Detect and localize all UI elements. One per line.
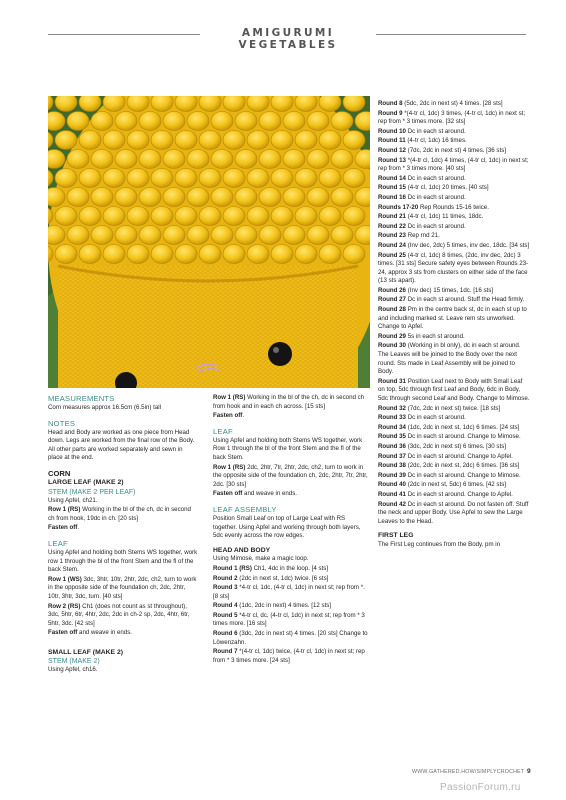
leaf-assembly-heading: LEAF ASSEMBLY (213, 504, 277, 514)
corn-heading: CORN (48, 468, 71, 478)
pattern-round: Round 36 (3dc, 2dc in next st) 6 times. [30 sts] (378, 442, 506, 450)
small-stem-row-1: Row 1 (RS) Working in the bl of the ch, dc in second ch from hook and in each ch across. [15 sts] (213, 394, 365, 410)
pattern-round: Round 42 Dc in each st around. Do not fasten off. Stuff the neck and upper Body. Use Apfel to sew the Large Leaves to the Head. (378, 500, 529, 525)
bobble-stitch (223, 169, 245, 188)
pattern-round: Round 34 (1dc, 2dc in next st, 1dc) 6 times. [24 sts] (378, 423, 520, 431)
first-leg-heading: FIRST LEG (378, 532, 414, 540)
bobble-stitch (103, 207, 125, 226)
pattern-round: Round 4 (1dc, 2dc in next) 4 times. [12 sts] (213, 602, 332, 610)
bobble-stitch (235, 188, 257, 207)
bobble-stitch (295, 207, 317, 226)
bobble-stitch (223, 207, 245, 226)
bobble-stitch (175, 169, 197, 188)
bobble-stitch (175, 245, 197, 264)
pattern-round: Round 30 (Working in bl only), dc in each st around. The Leaves will be joined to the Body over the next round. Sts made in Leaf Assembly will be joined to Body. (378, 342, 521, 376)
bobble-stitch (187, 112, 209, 131)
small-stem-heading: STEM (MAKE 2) (48, 658, 100, 666)
bobble-stitch (223, 245, 245, 264)
bobble-stitch (283, 112, 305, 131)
bobble-stitch (343, 131, 365, 150)
bobble-stitch (163, 188, 185, 207)
pattern-round: Round 5 *4-tr cl, dc, (4-tr cl, 1dc) in next st; rep from * 3 times more. [16 sts] (213, 611, 365, 628)
bobble-stitch (247, 169, 269, 188)
bobble-stitch (79, 245, 101, 264)
bobble-stitch (55, 169, 77, 188)
bobble-stitch (211, 226, 233, 245)
bobble-stitch (187, 188, 209, 207)
bobble-stitch (91, 150, 113, 169)
pattern-round: Round 2 (2dc in next st, 1dc) twice. [6 sts] (213, 574, 329, 582)
small-stem-fasten: Fasten off. (213, 412, 245, 420)
bobble-stitch (139, 150, 161, 169)
head-body-heading: HEAD AND BODY (213, 546, 271, 554)
pattern-round: Round 33 Dc in each st around. (378, 414, 466, 422)
leaf-intro: Using Apfel and holding both Stems WS together, work row 1 through the bl of the front Stem and the fl of the back Stem. (48, 548, 198, 574)
bobble-stitch (55, 207, 77, 226)
pattern-round: Round 7 *(4-tr cl, 1dc) twice, (4-tr cl, 1dc) in next st; rep from * 3 times more. [24 sts] (213, 648, 365, 664)
pattern-round: Round 40 (2dc in next st, 5dc) 6 times. [42 sts] (378, 481, 506, 489)
pattern-round: Round 39 Dc in each st around. Change to Mimose. (378, 471, 521, 479)
bobble-stitch (103, 169, 125, 188)
small-leaf-heading: SMALL LEAF (MAKE 2) (48, 648, 124, 656)
page-number: 9 (527, 768, 531, 775)
pattern-round: Round 6 (3dc, 2dc in next st) 4 times. [20 sts] Change to Löwenzahn. (213, 630, 368, 646)
pattern-round: Round 1 (RS) Ch1, 4dc in the loop. [4 sts] (213, 564, 329, 572)
pattern-round: Round 28 Pm in the centre back st, dc in each st up to and including marked st. Leave rem sts unworked. Change to Apfel. (378, 306, 527, 331)
bobble-stitch (175, 131, 197, 150)
pattern-round: Round 25 (4-tr cl, 1dc) 8 times, (2dc, inv dec, 2dc) 3 times. [31 sts] Secure safety eyes between Rounds 23-24, approx 3 sts from clusters on either side of the face (13 sts apart). (378, 251, 529, 285)
bobble-stitch (163, 226, 185, 245)
stem-row-1: Row 1 (RS) Working in the bl of the ch, dc in second ch from hook, 19dc in ch. [20 sts] (48, 506, 191, 522)
bobble-stitch (67, 226, 89, 245)
pattern-round: Round 8 (5dc, 2dc in next st) 4 times. [28 sts] (378, 100, 503, 107)
safety-eye-right (268, 342, 292, 366)
leaf-fasten: Fasten off and weave in ends. (48, 629, 132, 637)
bobble-stitch (319, 207, 341, 226)
bobble-stitch (295, 169, 317, 188)
bobble-stitch (235, 112, 257, 131)
bobble-stitch (295, 245, 317, 264)
bobble-stitch (151, 131, 173, 150)
pattern-round: Round 32 (7dc, 2dc in next st) twice. [18 sts] (378, 404, 501, 412)
bobble-stitch (151, 245, 173, 264)
bobble-stitch (283, 150, 305, 169)
bobble-stitch (115, 112, 137, 131)
bobble-stitch (331, 188, 353, 207)
small-stem-using: Using Apfel, ch16. (48, 666, 98, 674)
bobble-stitch (259, 150, 281, 169)
bobble-stitch (139, 188, 161, 207)
bobble-stitch (115, 188, 137, 207)
bobble-stitch (103, 245, 125, 264)
small-leaf-fasten: Fasten off and weave in ends. (213, 490, 297, 498)
pattern-round: Round 15 (4-tr cl, 1dc) 20 times. [40 sts] (378, 184, 489, 192)
head-body-rounds (213, 565, 368, 666)
watermark: PassionForum.ru (440, 782, 521, 793)
pattern-round: Round 16 Dc in each st around. (378, 193, 466, 201)
leaf-heading: LEAF (48, 538, 68, 548)
first-leg-text: The First Leg continues from the Body, pm in (378, 540, 501, 548)
pattern-round: Round 27 Dc in each st around. Stuff the Head firmly. (378, 296, 525, 304)
bobble-stitch (127, 131, 149, 150)
bobble-stitch (91, 112, 113, 131)
bobble-stitch (91, 188, 113, 207)
leaf-row-2: Row 2 (RS) Ch1 (does not count as st throughout), 3dc, 5htr, 6tr, 4htr, 2dc, 2dc in ch-2 sp, 2dc, 4htr, 6tr, 5htr, 3dc. [42 sts] (48, 602, 190, 627)
bobble-stitch (223, 131, 245, 150)
bobble-stitch (67, 188, 89, 207)
header-rule-right (376, 34, 526, 35)
bobble-stitch (307, 112, 329, 131)
pattern-round: Round 26 (Inv dec) 15 times, 1dc. [16 sts] (378, 286, 494, 294)
small-leaf-row-1: Row 1 (RS) 2dc, 2htr, 7tr, 2htr, 2dc, ch2, turn to work in the opposite side of the foundation ch, 2dc, 2htr, 7tr, 2htr, 2dc. [30 sts] (213, 463, 368, 488)
bobble-stitch (79, 207, 101, 226)
bobble-stitch (283, 188, 305, 207)
bobble-stitch (283, 226, 305, 245)
bobble-stitch (319, 245, 341, 264)
head-body-rounds-continued (378, 100, 530, 526)
pattern-round: Round 9 *(4-tr cl, 1dc) 3 times, (4-tr cl, 1dc) in next st; rep from * 3 times more. [32 sts] (378, 109, 526, 126)
header-rule-left (48, 34, 200, 35)
bobble-stitch (235, 226, 257, 245)
bobble-stitch (343, 207, 365, 226)
bobble-stitch (307, 226, 329, 245)
small-leaf-leaf-heading: LEAF (213, 426, 233, 436)
large-leaf-heading: LARGE LEAF (MAKE 2) (48, 478, 124, 486)
measurements-heading: MEASUREMENTS (48, 394, 115, 403)
column-2 (213, 394, 368, 666)
bobble-stitch (127, 245, 149, 264)
pattern-round: Round 22 Dc in each st around. (378, 222, 466, 230)
pattern-round: Round 12 (7dc, 2dc in next st) 4 times. [36 sts] (378, 146, 506, 154)
stem-fasten: Fasten off. (48, 524, 80, 532)
bobble-stitch (151, 169, 173, 188)
bobble-stitch (259, 188, 281, 207)
bobble-stitch (67, 150, 89, 169)
bobble-stitch (127, 207, 149, 226)
small-leaf-intro: Using Apfel and holding both Stems WS together, work Row 1 through the bl of the front Stem and the fl of the back Stem. (213, 436, 363, 461)
leaf-row-1: Row 1 (WS) 3dc, 3htr, 10tr, 2htr, 2dc, ch2, turn to work in the opposite side of the foundation ch, 2dc, 2htr, 10tr, 3htr, 3dc, turn. [40 sts] (48, 575, 197, 600)
pattern-round: Round 23 Rep rnd 21. (378, 232, 440, 240)
stem-using: Using Apfel, ch21. (48, 496, 98, 504)
pattern-round: Round 29 5s in each st around. (378, 332, 465, 340)
pattern-round: Round 31 Position Leaf next to Body with Small Leaf on top, 5dc through first Leaf and Body, 6dc in Body, 5dc through second Leaf and Body. Change to Mimose. (378, 377, 530, 402)
bobble-stitch (331, 150, 353, 169)
bobble-stitch (247, 207, 269, 226)
bobble-stitch (199, 245, 221, 264)
bobble-stitch (319, 131, 341, 150)
bobble-stitch (163, 150, 185, 169)
pattern-round: Round 21 (4-tr cl, 1dc) 11 times, 18dc. (378, 213, 484, 221)
bobble-stitch (331, 112, 353, 131)
bobble-stitch (319, 169, 341, 188)
bobble-stitch (139, 112, 161, 131)
pattern-round: Round 3 *4-tr cl, 1dc, (4-tr cl, 1dc) in next st; rep from *. [8 sts] (213, 584, 365, 600)
pattern-round: Rounds 17-20 Rep Rounds 15-16 twice. (378, 203, 489, 211)
bobble-stitch (175, 207, 197, 226)
pattern-round: Round 24 (Inv dec, 2dc) 5 times, inv dec, 18dc. [34 sts] (378, 241, 530, 249)
bobble-stitch (271, 245, 293, 264)
pattern-round: Round 38 (2dc, 2dc in next st, 2dc) 6 times. [36 sts] (378, 462, 520, 470)
corn-amigurumi-photo (48, 96, 370, 388)
bobble-stitch (235, 150, 257, 169)
bobble-stitch (259, 112, 281, 131)
leaf-assembly-text: Position Small Leaf on top of Large Leaf with RS together. Using Apfel and working through both layers, 5dc evenly across the row edges. (213, 514, 361, 540)
bobble-stitch (271, 131, 293, 150)
pattern-round: Round 10 Dc in each st around. (378, 127, 466, 135)
bobble-stitch (67, 112, 89, 131)
bobble-stitch (187, 226, 209, 245)
bobble-stitch (259, 226, 281, 245)
bobble-stitch (271, 169, 293, 188)
corn-illustration (48, 96, 370, 388)
bobble-stitch (151, 207, 173, 226)
bobble-stitch (211, 150, 233, 169)
bobble-stitch (211, 112, 233, 131)
bobble-stitch (247, 131, 269, 150)
bobble-stitch (199, 131, 221, 150)
bobble-stitch (127, 169, 149, 188)
pattern-round: Round 37 Dc in each st around. Change to Apfel. (378, 452, 513, 460)
bobble-stitch (331, 226, 353, 245)
bobble-stitch (199, 207, 221, 226)
notes-text: Head and Body are worked as one piece from Head down. Legs are worked from the final row of the Body. All other parts are worked separately and sewn in place at the end. (48, 428, 195, 462)
bobble-stitch (307, 150, 329, 169)
bobble-stitch (103, 131, 125, 150)
bobble-stitch (115, 226, 137, 245)
pattern-round: Round 35 Dc in each st around. Change to Mimose. (378, 433, 521, 441)
footer-url: WWW.GATHERED.HOW/SIMPLYCROCHET (412, 769, 525, 775)
bobble-stitch (295, 131, 317, 150)
pattern-round: Round 14 Dc in each st around. (378, 174, 466, 182)
bobble-stitch (343, 169, 365, 188)
bobble-stitch (91, 226, 113, 245)
bobble-stitch (187, 150, 209, 169)
pattern-round: Round 11 (4-tr cl, 1dc) 16 times. (378, 137, 467, 145)
pattern-round: Round 13 *(4-tr cl, 1dc) 4 times, (4-tr cl, 1dc) in next st; rep from * 3 times more. [40 sts] (378, 156, 529, 173)
pattern-round: Round 41 Dc in each st around. Change to Apfel. (378, 490, 513, 498)
bobble-stitch (247, 245, 269, 264)
bobble-stitch (211, 188, 233, 207)
notes-heading: NOTES (48, 418, 76, 428)
stem-heading: STEM (MAKE 2 PER LEAF) (48, 488, 136, 496)
bobble-stitch (115, 150, 137, 169)
bobble-stitch (55, 245, 77, 264)
bobble-stitch (343, 245, 365, 264)
bobble-stitch (163, 112, 185, 131)
bobble-stitch (271, 207, 293, 226)
running-header: AMIGURUMI VEGETABLES (238, 27, 338, 51)
bobble-stitch (139, 226, 161, 245)
head-body-intro: Using Mimose, make a magic loop. (213, 555, 309, 563)
column-1 (48, 394, 198, 676)
bobble-stitch (79, 131, 101, 150)
bobble-stitch (199, 169, 221, 188)
column-3 (378, 100, 530, 551)
bobble-stitch (79, 169, 101, 188)
bobble-stitch (307, 188, 329, 207)
measurements-text: Corn measures approx 16.5cm (6.5in) tall (48, 404, 161, 411)
bobble-stitch (55, 131, 77, 150)
